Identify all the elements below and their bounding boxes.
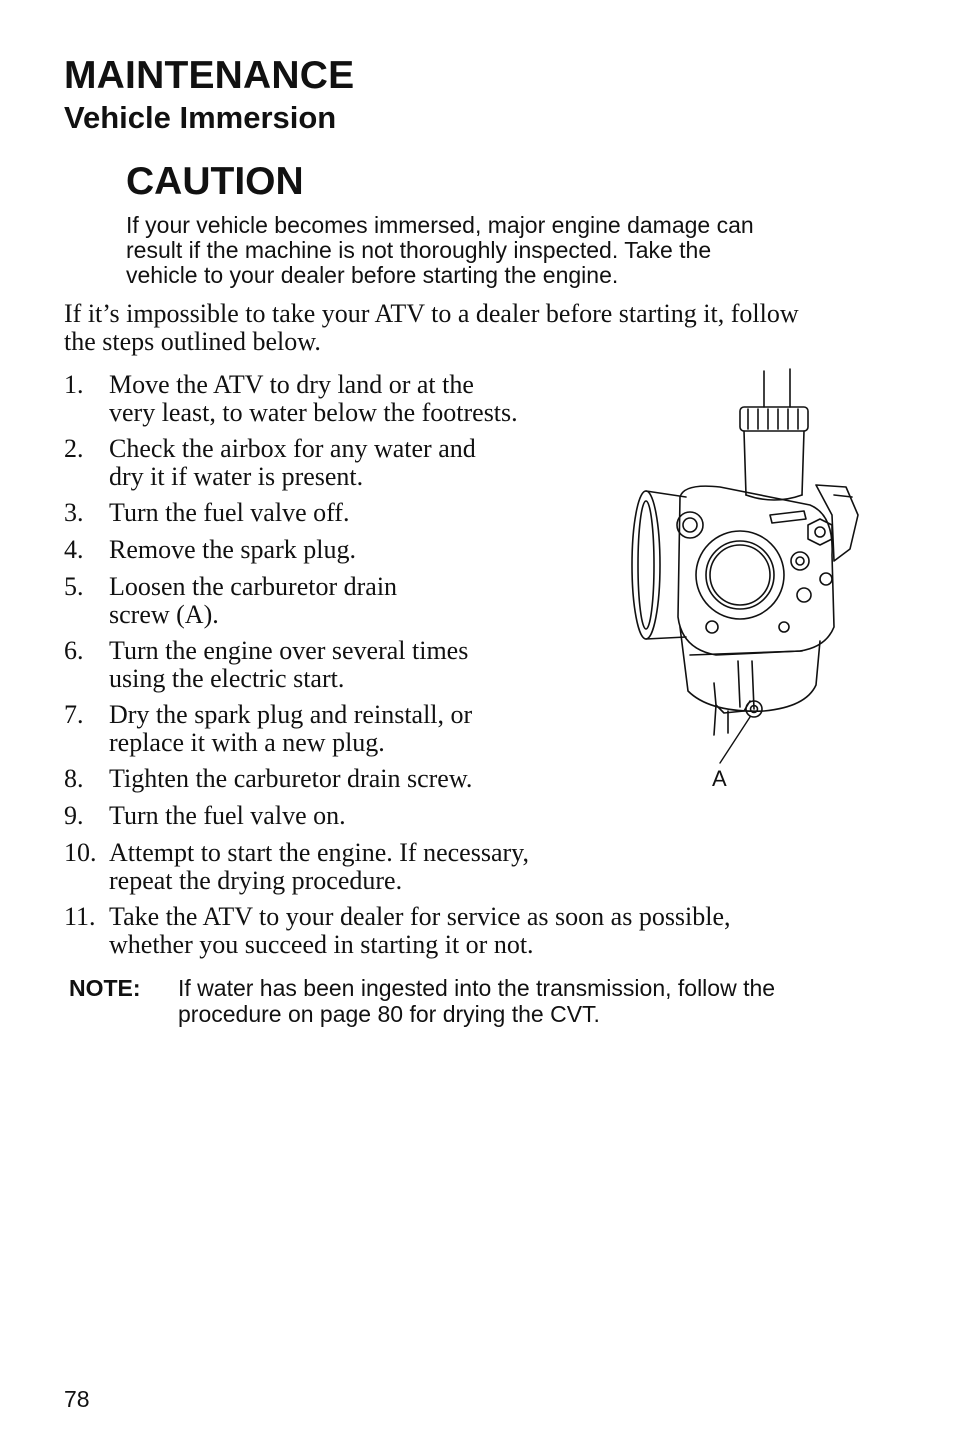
step-line: repeat the drying procedure. bbox=[109, 866, 403, 895]
step-6 bbox=[64, 637, 468, 693]
carburetor-illustration bbox=[620, 365, 870, 805]
step-line: Remove the spark plug. bbox=[109, 535, 356, 564]
step-1 bbox=[64, 371, 518, 427]
step-number: 6. bbox=[64, 636, 84, 665]
step-11 bbox=[64, 903, 731, 959]
step-number: 11. bbox=[64, 902, 96, 931]
step-line: screw (A). bbox=[109, 600, 219, 629]
step-text bbox=[109, 701, 472, 757]
step-number: 4. bbox=[64, 535, 84, 564]
step-line: Tighten the carburetor drain screw. bbox=[109, 764, 473, 793]
step-line: Dry the spark plug and reinstall, or bbox=[109, 700, 473, 729]
step-text bbox=[109, 765, 472, 793]
step-text bbox=[109, 573, 397, 629]
intro-line: the steps outlined below. bbox=[64, 327, 321, 356]
step-line: Turn the fuel valve off. bbox=[109, 498, 350, 527]
section-title: MAINTENANCE bbox=[64, 54, 355, 97]
step-line: Attempt to start the engine. If necessary, bbox=[109, 838, 529, 867]
step-4 bbox=[64, 536, 356, 564]
step-number: 9. bbox=[64, 801, 84, 830]
step-number: 1. bbox=[64, 370, 84, 399]
step-line: Turn the engine over several times bbox=[109, 636, 469, 665]
step-line: whether you succeed in starting it or not. bbox=[109, 930, 534, 959]
step-line: replace it with a new plug. bbox=[109, 728, 385, 757]
step-text bbox=[109, 903, 731, 959]
caution-line: vehicle to your dealer before starting the engine. bbox=[126, 262, 619, 288]
step-number: 7. bbox=[64, 700, 84, 729]
step-number: 5. bbox=[64, 572, 84, 601]
step-line: Turn the fuel valve on. bbox=[109, 801, 346, 830]
step-number: 2. bbox=[64, 434, 84, 463]
note-label: NOTE: bbox=[69, 975, 141, 1001]
step-line: using the electric start. bbox=[109, 664, 345, 693]
step-number: 10. bbox=[64, 838, 97, 867]
step-number: 3. bbox=[64, 498, 84, 527]
step-8 bbox=[64, 765, 472, 793]
note-line: If water has been ingested into the transmission, follow the bbox=[178, 975, 776, 1001]
step-7 bbox=[64, 701, 472, 757]
step-line: Check the airbox for any water and bbox=[109, 434, 476, 463]
step-number: 8. bbox=[64, 764, 84, 793]
note-line: procedure on page 80 for drying the CVT. bbox=[178, 1001, 600, 1027]
intro-paragraph bbox=[64, 300, 874, 356]
intro-line: If it’s impossible to take your ATV to a dealer before starting it, follow bbox=[64, 299, 799, 328]
step-line: Loosen the carburetor drain bbox=[109, 572, 398, 601]
step-text bbox=[109, 637, 468, 693]
step-text bbox=[109, 839, 529, 895]
step-line: very least, to water below the footrests. bbox=[109, 398, 518, 427]
step-5 bbox=[64, 573, 397, 629]
note-text bbox=[178, 975, 858, 1027]
caution-line: result if the machine is not thoroughly inspected. Take the bbox=[126, 237, 712, 263]
caution-heading: CAUTION bbox=[126, 160, 304, 203]
step-9 bbox=[64, 802, 346, 830]
step-10 bbox=[64, 839, 529, 895]
step-text bbox=[109, 536, 356, 564]
subsection-title: Vehicle Immersion bbox=[64, 100, 337, 135]
step-line: Move the ATV to dry land or at the bbox=[109, 370, 474, 399]
caution-line: If your vehicle becomes immersed, major engine damage can bbox=[126, 212, 754, 238]
caution-text bbox=[126, 213, 846, 288]
step-line: dry it if water is present. bbox=[109, 462, 364, 491]
step-3 bbox=[64, 499, 349, 527]
step-text bbox=[109, 371, 518, 427]
step-2 bbox=[64, 435, 476, 491]
step-line: Take the ATV to your dealer for service as soon as possible, bbox=[109, 902, 731, 931]
callout-label-a: A bbox=[712, 766, 727, 791]
step-text bbox=[109, 499, 349, 527]
step-text bbox=[109, 802, 346, 830]
page-number: 78 bbox=[64, 1386, 90, 1412]
step-text bbox=[109, 435, 476, 491]
